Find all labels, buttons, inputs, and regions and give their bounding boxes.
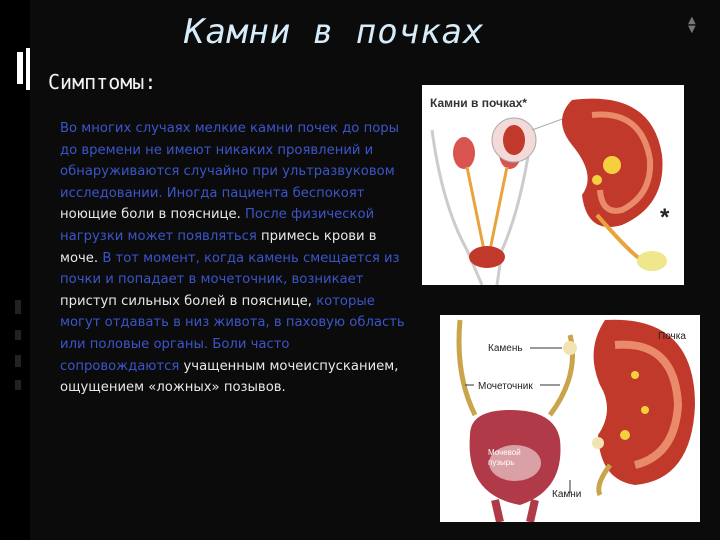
asterisk-marker: *: [660, 204, 670, 231]
body-text-plain: приступ сильных болей в пояснице,: [60, 293, 312, 309]
figure-top-label: Камни в почках*: [430, 96, 527, 110]
body-text-plain: ноющие боли в пояснице.: [60, 207, 241, 223]
body-text-highlight: В тот момент, когда камень смещается из почки и попадает в мочеточник, возникает: [60, 250, 400, 288]
left-decoration: [15, 355, 21, 367]
left-decoration: [15, 330, 21, 340]
nav-arrow-icon[interactable]: ▲ ▼: [688, 15, 696, 35]
left-accent-mark: [17, 52, 23, 84]
slide-title: Камни в почках: [184, 12, 485, 52]
label-ureter: Мочеточник: [478, 381, 533, 392]
label-stones: Камни: [552, 489, 582, 500]
body-text-highlight: которые могут отдавать в низ живота, в паховую область или половые органы. Боли часто сопровождаются: [60, 293, 405, 374]
kidney-stones-figure: [422, 85, 684, 285]
label-bladder: Мочевой: [488, 448, 521, 457]
label-kidney: Почка: [658, 331, 686, 342]
left-decoration: [15, 300, 21, 314]
left-decoration: [15, 380, 21, 390]
body-text: [60, 118, 405, 399]
body-text-plain: учащенным мочеиспусканием, ощущением «ложных» позывов.: [60, 358, 399, 396]
label-stone: Камень: [488, 343, 523, 354]
slide-subtitle: Симптомы:: [48, 70, 157, 94]
label-bladder: пузырь: [488, 458, 515, 467]
body-text-plain: примесь крови в моче.: [60, 228, 377, 266]
body-text-highlight: После физической нагрузки может появляться: [60, 207, 375, 244]
body-text-highlight: Во многих случаях мелкие камни почек до поры до времени не имеют никаких проявлений и обнаруживаются случайно при ультразвуковом исследовании. Иногда пациента беспокоят: [60, 121, 400, 201]
urinary-tract-figure: [440, 315, 700, 522]
